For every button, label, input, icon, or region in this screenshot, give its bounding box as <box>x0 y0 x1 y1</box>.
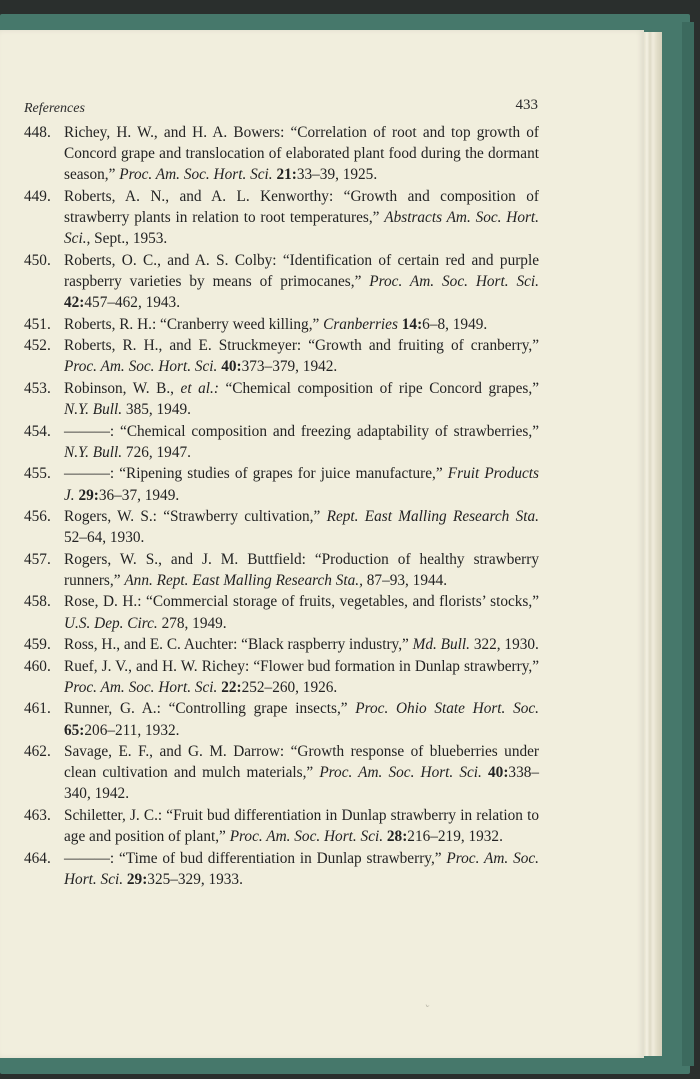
reference-number: 459. <box>24 636 51 654</box>
reference-number: 453. <box>24 379 51 397</box>
reference-text: ———: “Time of bud differentiation in Dunlap strawberry,” Proc. Am. Soc. Hort. Sci. 29:325–329, 1933. <box>64 849 539 888</box>
reference-text: Roberts, O. C., and A. S. Colby: “Identification of certain red and purple raspberry varieties by means of primocanes,” Proc. Am. Soc. Hort. Sci. 42:457–462, 1943. <box>64 251 539 312</box>
reference-entry <box>24 656 539 698</box>
reference-entry <box>24 741 539 805</box>
reference-entry <box>24 805 539 847</box>
page-stack-edge <box>644 32 662 1056</box>
reference-entry <box>24 634 539 655</box>
reference-entry <box>24 314 539 335</box>
reference-number: 460. <box>24 657 51 675</box>
reference-number: 454. <box>24 422 51 440</box>
page-number: 433 <box>515 97 538 113</box>
reference-entry <box>24 848 539 890</box>
reference-text: Ross, H., and E. C. Auchter: “Black raspberry industry,” Md. Bull. 322, 1930. <box>64 636 539 654</box>
reference-text: Rogers, W. S.: “Strawberry cultivation,” Rept. East Malling Research Sta. 52–64, 1930. <box>64 508 539 547</box>
reference-text: Schiletter, J. C.: “Fruit bud differentiation in Dunlap strawberry in relation to age and position of plant,” Proc. Am. Soc. Hort. Sci. 28:216–219, 1932. <box>64 806 539 846</box>
reference-text: ———: “Ripening studies of grapes for juice manufacture,” Fruit Products J. 29:36–37, 1949. <box>64 465 539 504</box>
reference-text: Rose, D. H.: “Commercial storage of fruits, vegetables, and florists’ stocks,” U.S. Dep. Circ. 278, 1949. <box>64 593 539 632</box>
reference-number: 456. <box>24 508 51 526</box>
reference-text: Savage, E. F., and G. M. Darrow: “Growth response of blueberries under clean cultivation and mulch materials,” Proc. Am. Soc. Hort. Sci. 40:338–340, 1942. <box>64 743 540 803</box>
book-spine-edge <box>682 22 694 1066</box>
reference-entry <box>24 591 539 633</box>
reference-number: 464. <box>24 849 51 867</box>
reference-number: 458. <box>24 593 51 611</box>
reference-text: Roberts, R. H.: “Cranberry weed killing,” Cranberries 14:6–8, 1949. <box>64 315 488 333</box>
reference-number: 457. <box>24 550 51 568</box>
reference-entry <box>24 186 539 250</box>
reference-number: 463. <box>24 806 51 824</box>
reference-entry <box>24 335 539 377</box>
reference-entry <box>24 250 539 314</box>
reference-entry <box>24 549 539 591</box>
reference-number: 449. <box>24 187 51 205</box>
reference-entry <box>24 421 539 463</box>
reference-number: 462. <box>24 743 51 761</box>
reference-text: Roberts, R. H., and E. Struckmeyer: “Growth and fruiting of cranberry,” Proc. Am. Soc. Hort. Sci. 40:373–379, 1942. <box>64 337 539 376</box>
reference-text: Ruef, J. V., and H. W. Richey: “Flower bud formation in Dunlap strawberry,” Proc. Am. Soc. Hort. Sci. 22:252–260, 1926. <box>64 657 539 696</box>
reference-text: ———: “Chemical composition and freezing adaptability of strawberries,” N.Y. Bull. 726, 1947. <box>64 422 539 461</box>
reference-entry <box>24 698 539 740</box>
reference-number: 455. <box>24 465 51 483</box>
reference-entry <box>24 378 539 420</box>
reference-text: Robinson, W. B., et al.: “Chemical composition of ripe Concord grapes,” N.Y. Bull. 385, 1949. <box>64 379 539 419</box>
page-header <box>24 97 538 119</box>
reference-text: Richey, H. W., and H. A. Bowers: “Correlation of root and top growth of Concord grape and translocation of elaborated plant food during the dormant season,” Proc. Am. Soc. Hort. Sci. 21:33–39, 1925. <box>64 124 539 184</box>
reference-number: 461. <box>24 700 51 718</box>
reference-text: Runner, G. A.: “Controlling grape insects,” Proc. Ohio State Hort. Soc. 65:206–211, 1932. <box>64 700 539 739</box>
reference-number: 452. <box>24 337 51 355</box>
running-head: References <box>24 101 85 116</box>
reference-text: Rogers, W. S., and J. M. Buttfield: “Production of healthy strawberry runners,” Ann. Rept. East Malling Research Sta., 87–93, 1944. <box>64 550 539 589</box>
reference-number: 450. <box>24 251 51 269</box>
reference-number: 451. <box>24 315 51 333</box>
reference-list <box>24 122 539 890</box>
pencil-mark: ˇ <box>421 1001 431 1017</box>
reference-entry <box>24 122 539 186</box>
reference-entry <box>24 463 539 505</box>
reference-entry <box>24 506 539 548</box>
reference-number: 448. <box>24 124 51 141</box>
reference-text: Roberts, A. N., and A. L. Kenworthy: “Growth and composition of strawberry plants in relation to root temperatures,” Abstracts Am. Soc. Hort. Sci., Sept., 1953. <box>64 187 540 248</box>
